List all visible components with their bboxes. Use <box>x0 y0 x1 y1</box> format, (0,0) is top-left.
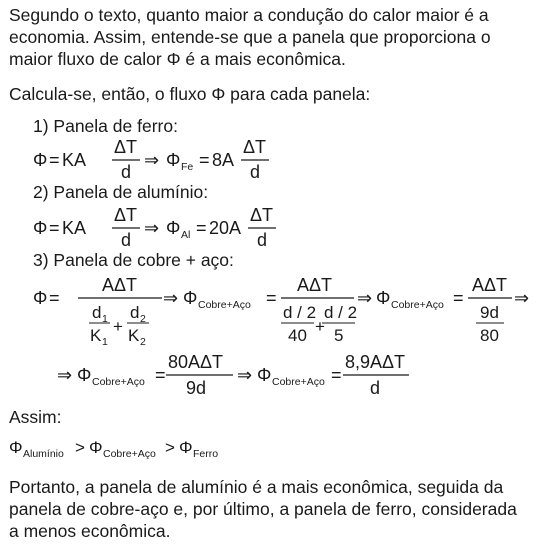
result-numerator: 8,9AΔT <box>345 352 406 372</box>
ka-term: KA <box>62 150 87 170</box>
subscript-fe: Fe <box>181 161 194 173</box>
item-cobre-aco-label: 3) Panela de cobre + aço: <box>33 250 234 270</box>
subscript-cobre-aco: Cobre+Aço <box>391 299 444 311</box>
a-delta-t-numerator: AΔT <box>472 275 508 295</box>
plus-sign: + <box>315 317 325 336</box>
equals-sign: = <box>453 288 464 308</box>
calc-line: Calcula-se, então, o fluxo Φ para cada panela: <box>9 84 371 104</box>
ka-term: KA <box>62 218 87 238</box>
subscript-ferro: Ferro <box>193 448 219 460</box>
conclusion-line-1: Portanto, a panela de alumínio é a mais econômica, seguida da <box>9 477 504 497</box>
delta-t-numerator: ΔT <box>250 205 274 225</box>
phi-symbol: Φ <box>166 150 181 170</box>
d2-term: d <box>130 303 140 322</box>
delta-t-numerator: ΔT <box>243 137 267 157</box>
subscript-al: Al <box>181 229 191 241</box>
equation-cobre-aco-row-1 <box>33 275 529 348</box>
implies-arrow: ⇒ <box>357 288 373 308</box>
k1-term: K <box>90 326 102 345</box>
equals-sign: = <box>49 218 60 238</box>
phi-symbol: Φ <box>77 365 92 385</box>
phi-symbol: Φ <box>33 218 48 238</box>
plus-sign: + <box>113 317 123 336</box>
implies-arrow: ⇒ <box>514 288 530 308</box>
d-denominator: d <box>250 162 261 182</box>
eighty-term: 80 <box>480 326 499 345</box>
coefficient-al: 20A <box>209 218 242 238</box>
phi-symbol: Φ <box>9 438 23 457</box>
a-delta-t-numerator: AΔT <box>297 275 333 295</box>
nine-d-term: 9d <box>186 378 207 398</box>
equation-ferro <box>33 137 269 182</box>
conclusion-line-3: a menos econômica. <box>9 521 171 541</box>
implies-arrow: ⇒ <box>57 365 73 385</box>
d1-subscript: 1 <box>102 313 108 325</box>
delta-t-numerator: ΔT <box>114 205 138 225</box>
d-denominator: d <box>257 230 268 250</box>
phi-symbol: Φ <box>33 288 48 308</box>
subscript-cobre-aco: Cobre+Aço <box>103 448 156 460</box>
item-ferro-label: 1) Panela de ferro: <box>33 116 178 136</box>
equals-sign: = <box>266 288 277 308</box>
intro-line-2: economia. Assim, entende-se que a panela que proporciona o <box>9 27 491 47</box>
equals-sign: = <box>199 150 210 170</box>
phi-symbol: Φ <box>33 150 48 170</box>
nine-d-term: 9d <box>480 303 499 322</box>
eighty-a-delta-t-numerator: 80AΔT <box>168 352 224 372</box>
k1-subscript: 1 <box>102 336 108 348</box>
assim-label: Assim: <box>9 407 62 427</box>
equals-sign: = <box>331 365 342 385</box>
phi-symbol: Φ <box>89 438 103 457</box>
intro-line-3: maior fluxo de calor Φ é a mais econômica. <box>9 49 346 69</box>
d2-subscript: 2 <box>140 313 146 325</box>
subscript-aluminio: Alumínio <box>23 448 64 460</box>
phi-symbol: Φ <box>376 288 391 308</box>
equation-comparison <box>9 438 218 460</box>
intro-line-1: Segundo o texto, quanto maior a condução do calor maior é a <box>9 5 489 25</box>
d-half-term: d / 2 <box>283 303 317 322</box>
phi-symbol: Φ <box>166 218 181 238</box>
coefficient-fe: 8A <box>212 150 235 170</box>
five-term: 5 <box>334 326 344 345</box>
equals-sign: = <box>155 365 166 385</box>
d-denominator: d <box>121 230 132 250</box>
d-denominator: d <box>121 162 132 182</box>
implies-arrow: ⇒ <box>237 365 253 385</box>
phi-symbol: Φ <box>257 365 272 385</box>
k2-subscript: 2 <box>140 336 146 348</box>
forty-term: 40 <box>288 326 307 345</box>
equals-sign: = <box>49 288 60 308</box>
subscript-cobre-aco: Cobre+Aço <box>92 376 145 388</box>
phi-symbol: Φ <box>179 438 193 457</box>
equation-aluminio <box>33 205 276 250</box>
equation-cobre-aco-row-2 <box>57 352 409 398</box>
k2-term: K <box>128 326 140 345</box>
conclusion-line-2: panela de cobre-aço e, por último, a panela de ferro, considerada <box>9 499 517 519</box>
implies-arrow: ⇒ <box>163 288 179 308</box>
d1-term: d <box>92 303 102 322</box>
equals-sign: = <box>196 218 207 238</box>
item-aluminio-label: 2) Panela de alumínio: <box>33 182 209 202</box>
subscript-cobre-aco: Cobre+Aço <box>198 299 251 311</box>
delta-t-numerator: ΔT <box>114 137 138 157</box>
greater-than: > <box>165 438 175 457</box>
subscript-cobre-aco: Cobre+Aço <box>272 376 325 388</box>
implies-arrow: ⇒ <box>144 218 160 238</box>
d-half-term: d / 2 <box>324 303 358 322</box>
phi-symbol: Φ <box>183 288 198 308</box>
greater-than: > <box>75 438 85 457</box>
d-denominator: d <box>370 378 381 398</box>
implies-arrow: ⇒ <box>144 150 160 170</box>
a-delta-t-numerator: AΔT <box>102 275 138 295</box>
equals-sign: = <box>49 150 60 170</box>
